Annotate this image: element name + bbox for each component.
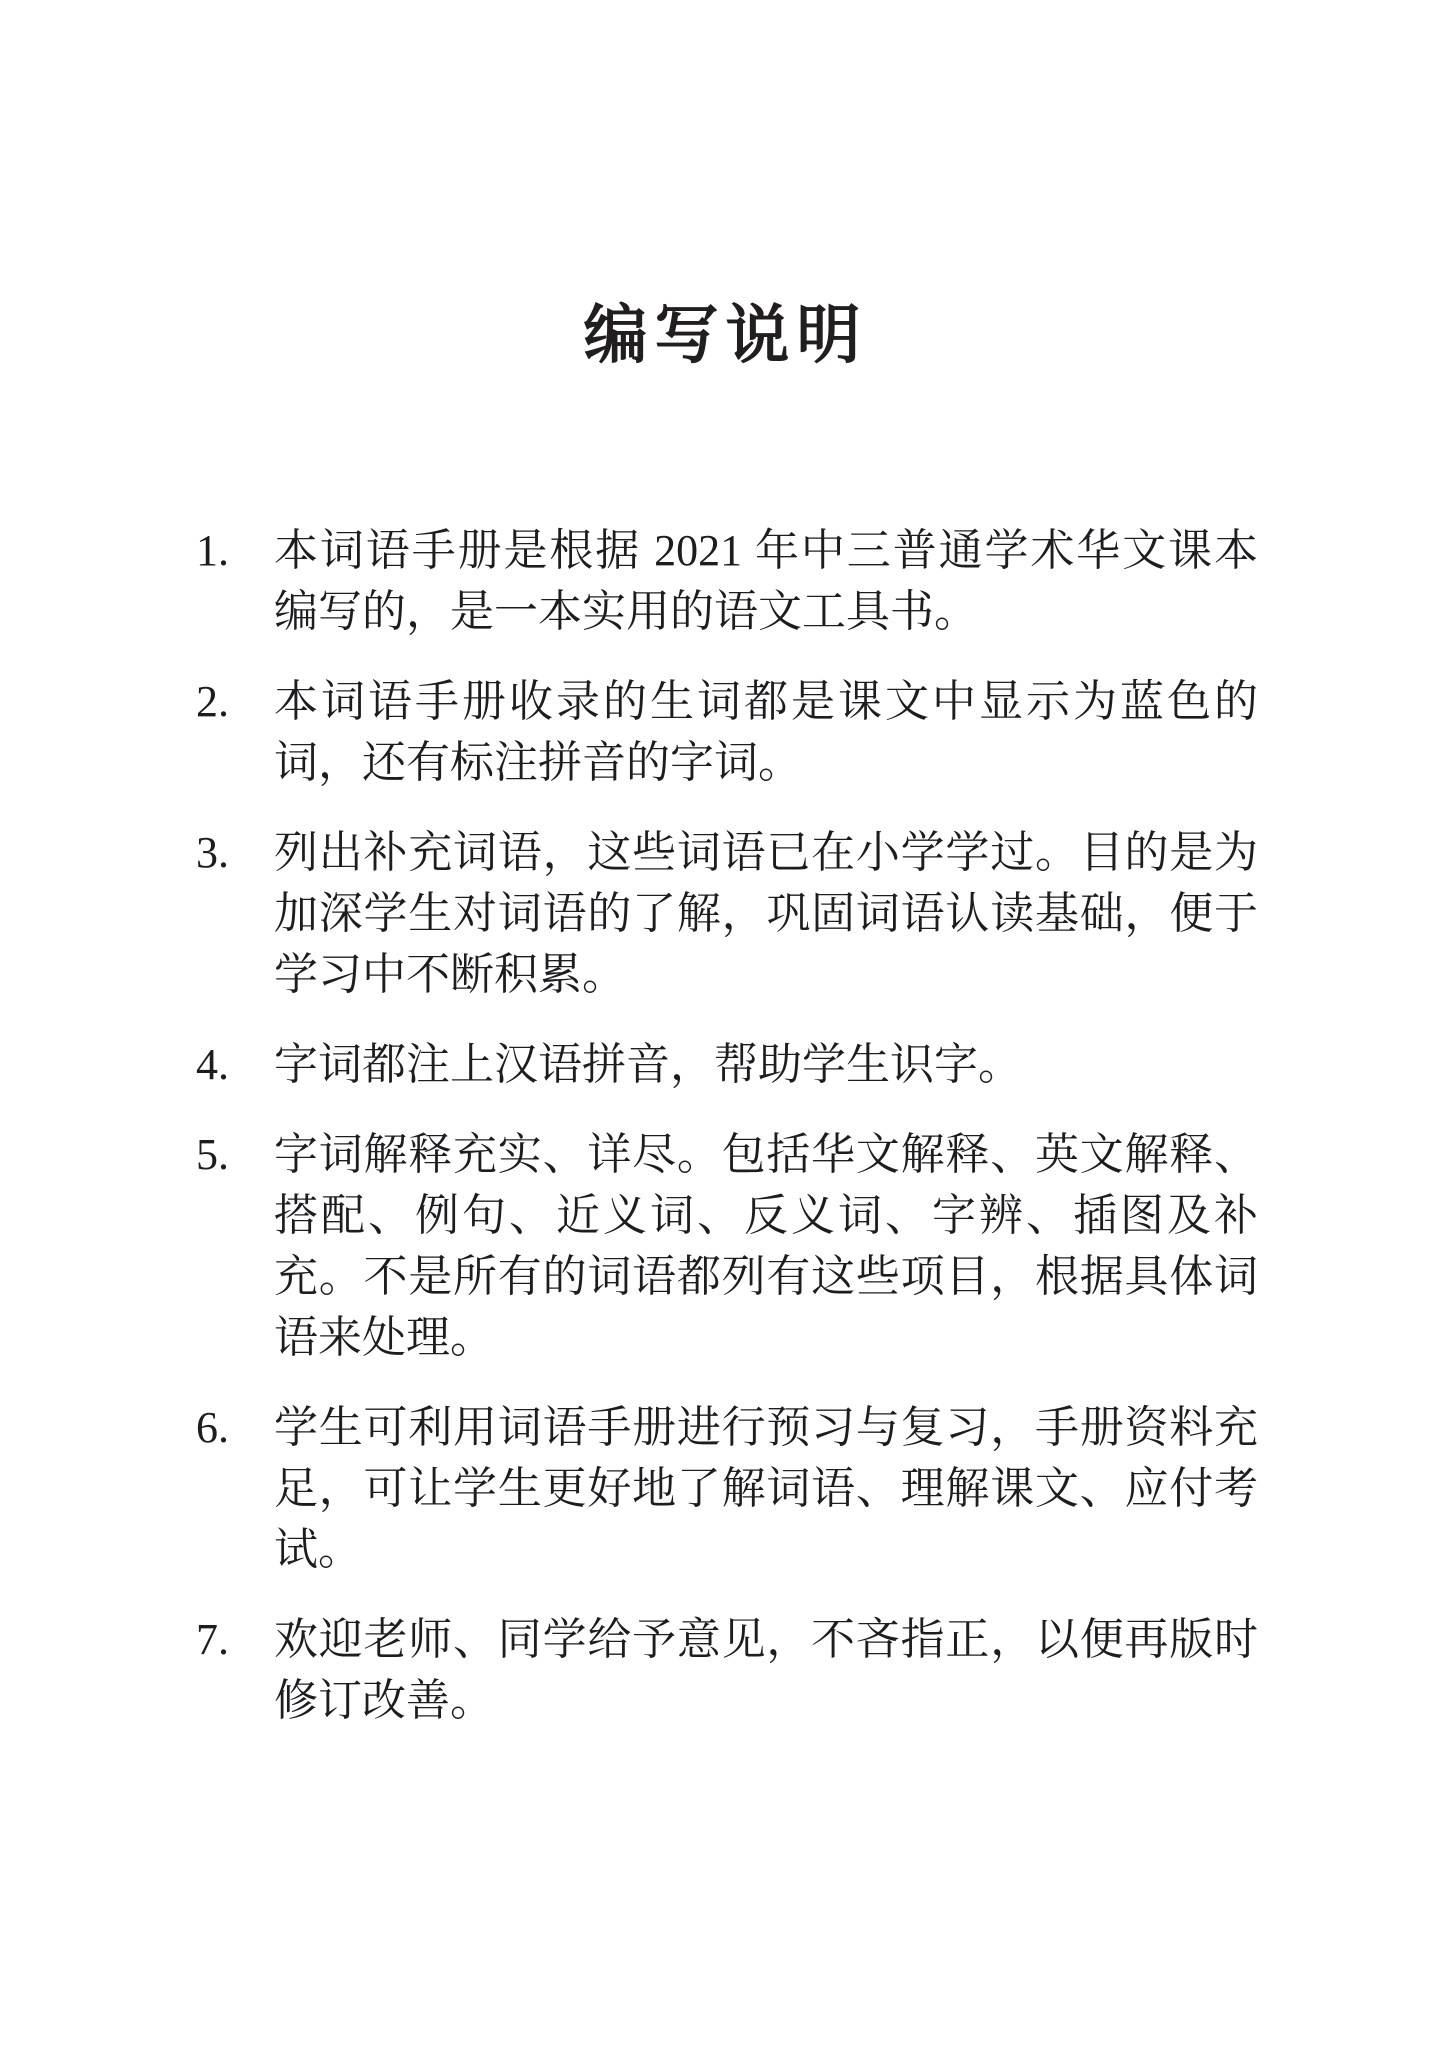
list-item bbox=[196, 520, 1258, 642]
list-item bbox=[196, 671, 1258, 793]
list-item bbox=[196, 1034, 1258, 1095]
item-number: 5. bbox=[196, 1130, 229, 1179]
item-text: 字词都注上汉语拼音，帮助学生识字。 bbox=[274, 1040, 1022, 1089]
list-item bbox=[196, 1609, 1258, 1731]
item-number: 2. bbox=[196, 677, 229, 726]
list-item bbox=[196, 1124, 1258, 1368]
item-text: 欢迎老师、同学给予意见，不吝指正，以便再版时修订改善。 bbox=[274, 1615, 1258, 1725]
item-number: 3. bbox=[196, 828, 229, 877]
list-item bbox=[196, 822, 1258, 1005]
page-title: 编写说明 bbox=[583, 299, 868, 371]
item-text: 本词语手册是根据 2021 年中三普通学术华文课本编写的，是一本实用的语文工具书。 bbox=[274, 526, 1258, 636]
item-text: 本词语手册收录的生词都是课文中显示为蓝色的词，还有标注拼音的字词。 bbox=[274, 677, 1258, 787]
item-text: 列出补充词语，这些词语已在小学学过。目的是为加深学生对词语的了解，巩固词语认读基础，便于学习中不断积累。 bbox=[274, 828, 1258, 999]
item-text: 字词解释充实、详尽。包括华文解释、英文解释、搭配、例句、近义词、反义词、字辨、插图及补充。不是所有的词语都列有这些项目，根据具体词语来处理。 bbox=[274, 1130, 1258, 1362]
item-text: 学生可利用词语手册进行预习与复习，手册资料充足，可让学生更好地了解词语、理解课文、应付考试。 bbox=[274, 1403, 1258, 1574]
item-number: 4. bbox=[196, 1040, 229, 1089]
item-number: 1. bbox=[196, 526, 229, 575]
list-item bbox=[196, 1397, 1258, 1580]
item-number: 6. bbox=[196, 1403, 229, 1452]
item-number: 7. bbox=[196, 1615, 229, 1664]
instruction-list bbox=[196, 520, 1258, 1731]
